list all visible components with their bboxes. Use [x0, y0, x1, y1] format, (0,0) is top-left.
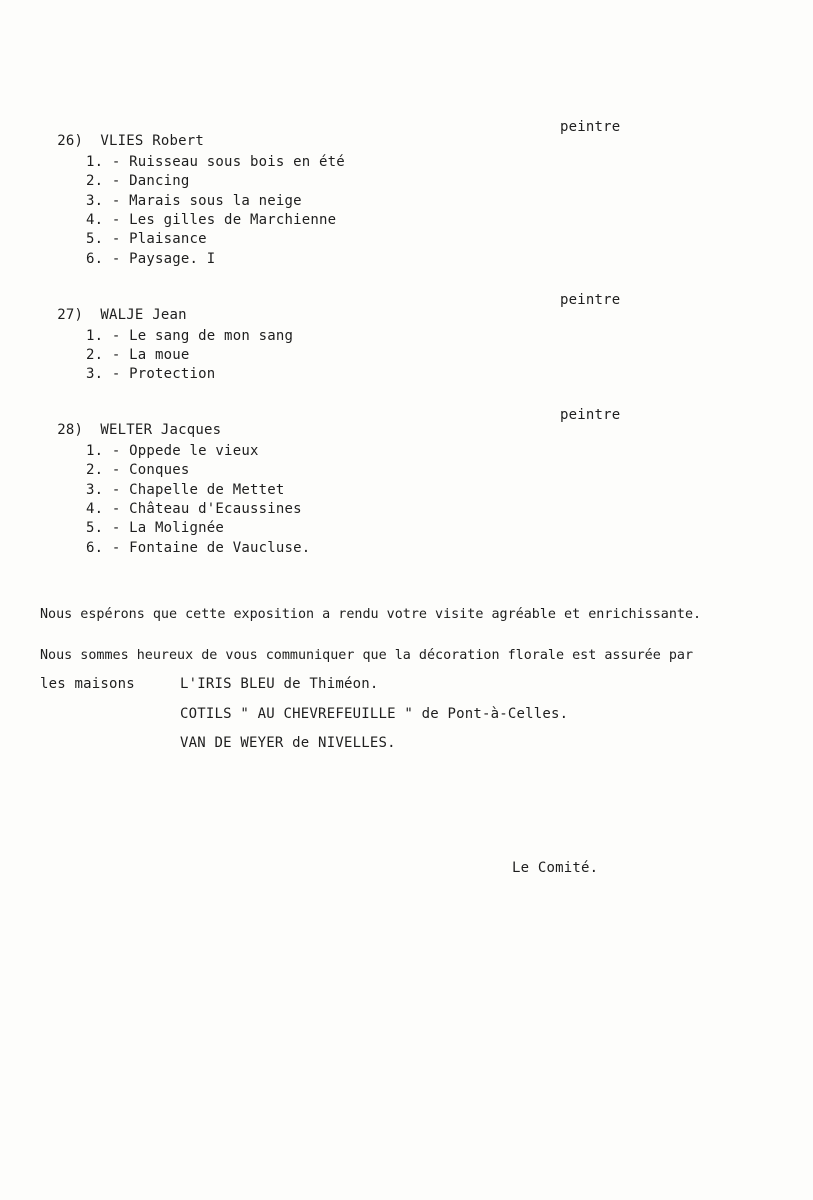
artist-number: 27): [57, 307, 84, 323]
florist-vendor: COTILS " AU CHEVREFEUILLE " de Pont-à-Celles.: [180, 706, 569, 722]
work-item: 2. - Conques: [86, 462, 190, 478]
signature: Le Comité.: [512, 860, 599, 876]
artist-role: peintre: [560, 292, 621, 308]
work-item: 2. - Dancing: [86, 173, 190, 189]
artist-entry-27: [40, 288, 187, 324]
work-item: 2. - La moue: [86, 347, 190, 363]
florist-vendor: VAN DE WEYER de NIVELLES.: [180, 735, 396, 751]
work-item: 1. - Ruisseau sous bois en été: [86, 154, 345, 170]
florist-vendor: L'IRIS BLEU de Thiméon.: [180, 676, 379, 692]
work-item: 6. - Fontaine de Vaucluse.: [86, 540, 311, 556]
closing-line-2: Nous sommes heureux de vous communiquer que la décoration florale est assurée par: [40, 648, 694, 663]
work-item: 3. - Chapelle de Mettet: [86, 482, 285, 498]
work-item: 6. - Paysage. I: [86, 251, 216, 267]
work-item: 4. - Château d'Ecaussines: [86, 501, 302, 517]
artist-role: peintre: [560, 407, 621, 423]
work-item: 5. - Plaisance: [86, 231, 207, 247]
artist-name: VLIES Robert: [100, 133, 204, 149]
artist-role: peintre: [560, 119, 621, 135]
artist-number: 28): [57, 422, 84, 438]
work-item: 3. - Protection: [86, 366, 216, 382]
work-item: 4. - Les gilles de Marchienne: [86, 212, 337, 228]
artist-number: 26): [57, 133, 84, 149]
work-item: 1. - Le sang de mon sang: [86, 328, 294, 344]
artist-name: WELTER Jacques: [100, 422, 222, 438]
artist-entry-28: [40, 403, 221, 439]
artist-name: WALJE Jean: [100, 307, 187, 323]
closing-line-1: Nous espérons que cette exposition a rendu votre visite agréable et enrichissante.: [40, 607, 702, 622]
work-item: 5. - La Molignée: [86, 520, 225, 536]
artist-entry-26: [40, 114, 204, 150]
work-item: 1. - Oppede le vieux: [86, 443, 259, 459]
work-item: 3. - Marais sous la neige: [86, 193, 302, 209]
closing-line-3-prefix: les maisons: [40, 676, 135, 692]
